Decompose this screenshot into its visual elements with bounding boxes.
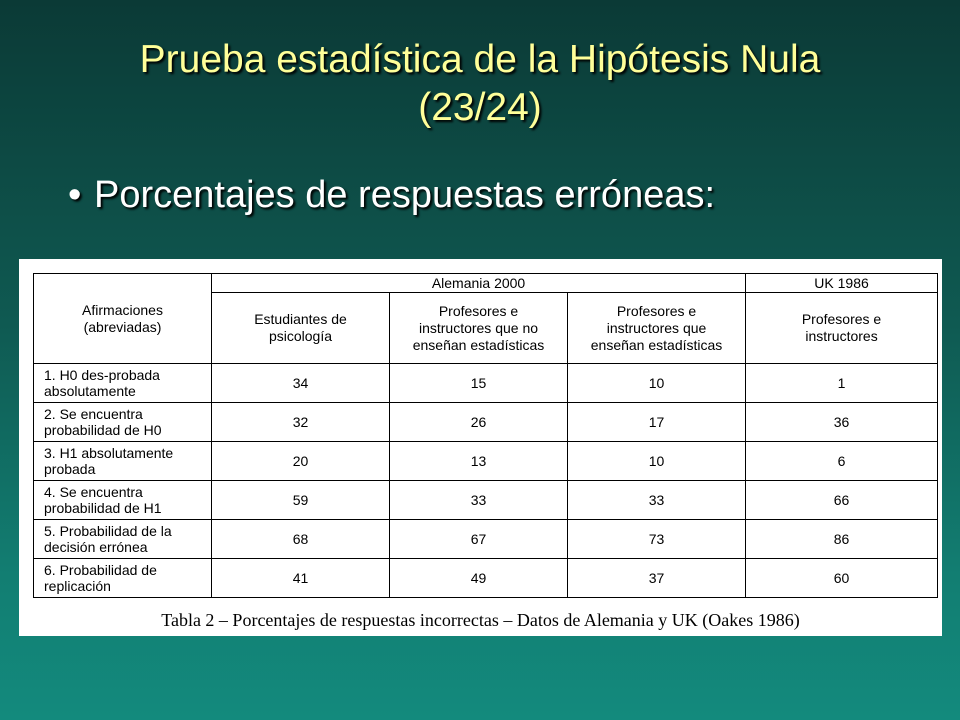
column-header-line: Estudiantes de: [254, 311, 347, 327]
table-row: [34, 559, 938, 598]
bullet-text: Porcentajes de respuestas erróneas:: [94, 174, 716, 216]
group-header-germany: Alemania 2000: [212, 274, 746, 293]
table-row: [34, 364, 938, 403]
table-caption: Tabla 2 – Porcentajes de respuestas incorrectas – Datos de Alemania y UK (Oakes 1986): [161, 610, 800, 630]
table-cell: 68: [212, 520, 390, 559]
row-label: [34, 559, 212, 598]
table-cell: 15: [390, 364, 568, 403]
corner-header-line: (abreviadas): [83, 318, 162, 335]
group-header-uk: UK 1986: [746, 274, 938, 293]
table-cell: 20: [212, 442, 390, 481]
table-cell: 6: [746, 442, 938, 481]
table-cell: 36: [746, 403, 938, 442]
row-label-line: decisión errónea: [44, 539, 148, 555]
row-label: [34, 403, 212, 442]
table-cell: 34: [212, 364, 390, 403]
table-cell: 73: [568, 520, 746, 559]
table-group-header-row: [34, 274, 938, 293]
table-cell: 10: [568, 364, 746, 403]
table-image-panel: [19, 259, 942, 636]
column-header-line: Profesores e: [616, 302, 697, 319]
slide-title: [0, 36, 960, 132]
slide-title-line1: Prueba estadística de la Hipótesis Nula: [139, 38, 821, 81]
row-label-line: 4. Se encuentra: [44, 484, 143, 500]
corner-header: [34, 274, 212, 364]
table-cell: 67: [390, 520, 568, 559]
column-header-line: enseñan estadísticas: [590, 336, 723, 353]
row-label: [34, 481, 212, 520]
table-cell: 17: [568, 403, 746, 442]
row-label-line: 2. Se encuentra: [44, 406, 143, 422]
row-label: [34, 442, 212, 481]
row-label-line: 3. H1 absolutamente: [44, 445, 174, 461]
row-label: [34, 520, 212, 559]
row-label-line: 1. H0 des-probada: [44, 367, 160, 383]
row-label-line: 5. Probabilidad de la: [44, 523, 172, 539]
table-cell: 32: [212, 403, 390, 442]
table-row: [34, 520, 938, 559]
table-cell: 33: [390, 481, 568, 520]
table-cell: 26: [390, 403, 568, 442]
row-label-line: 6. Probabilidad de: [44, 562, 157, 578]
column-header-line: Profesores e: [801, 311, 882, 327]
row-label-line: probabilidad de H1: [44, 500, 162, 516]
row-label: [34, 364, 212, 403]
row-label-line: probada: [44, 461, 96, 477]
column-header-line: Profesores e: [438, 302, 519, 319]
table-cell: 49: [390, 559, 568, 598]
table-cell: 86: [746, 520, 938, 559]
table-cell: 59: [212, 481, 390, 520]
column-header-line: psicología: [268, 328, 333, 344]
table-cell: 33: [568, 481, 746, 520]
column-header-line: instructores: [805, 328, 878, 344]
row-label-line: probabilidad de H0: [44, 422, 162, 438]
table-cell: 37: [568, 559, 746, 598]
results-table: [33, 273, 938, 598]
bullet-marker: •: [68, 174, 82, 216]
column-header: [212, 293, 390, 364]
column-header-line: instructores que: [606, 319, 707, 336]
table-row: [34, 442, 938, 481]
column-header: [390, 293, 568, 364]
column-header: [746, 293, 938, 364]
table-cell: 1: [746, 364, 938, 403]
corner-header-line: Afirmaciones: [82, 301, 163, 318]
table-cell: 41: [212, 559, 390, 598]
row-label-line: absolutamente: [44, 383, 136, 399]
table-cell: 66: [746, 481, 938, 520]
table-cell: 60: [746, 559, 938, 598]
column-header-line: enseñan estadísticas: [412, 336, 545, 353]
table-row: [34, 403, 938, 442]
table-row: [34, 481, 938, 520]
row-label-line: replicación: [44, 578, 111, 594]
column-header-line: instructores que no: [418, 319, 539, 336]
column-header: [568, 293, 746, 364]
table-cell: 10: [568, 442, 746, 481]
table-cell: 13: [390, 442, 568, 481]
bullet-item: [68, 172, 715, 218]
slide-title-line2: (23/24): [418, 86, 542, 129]
